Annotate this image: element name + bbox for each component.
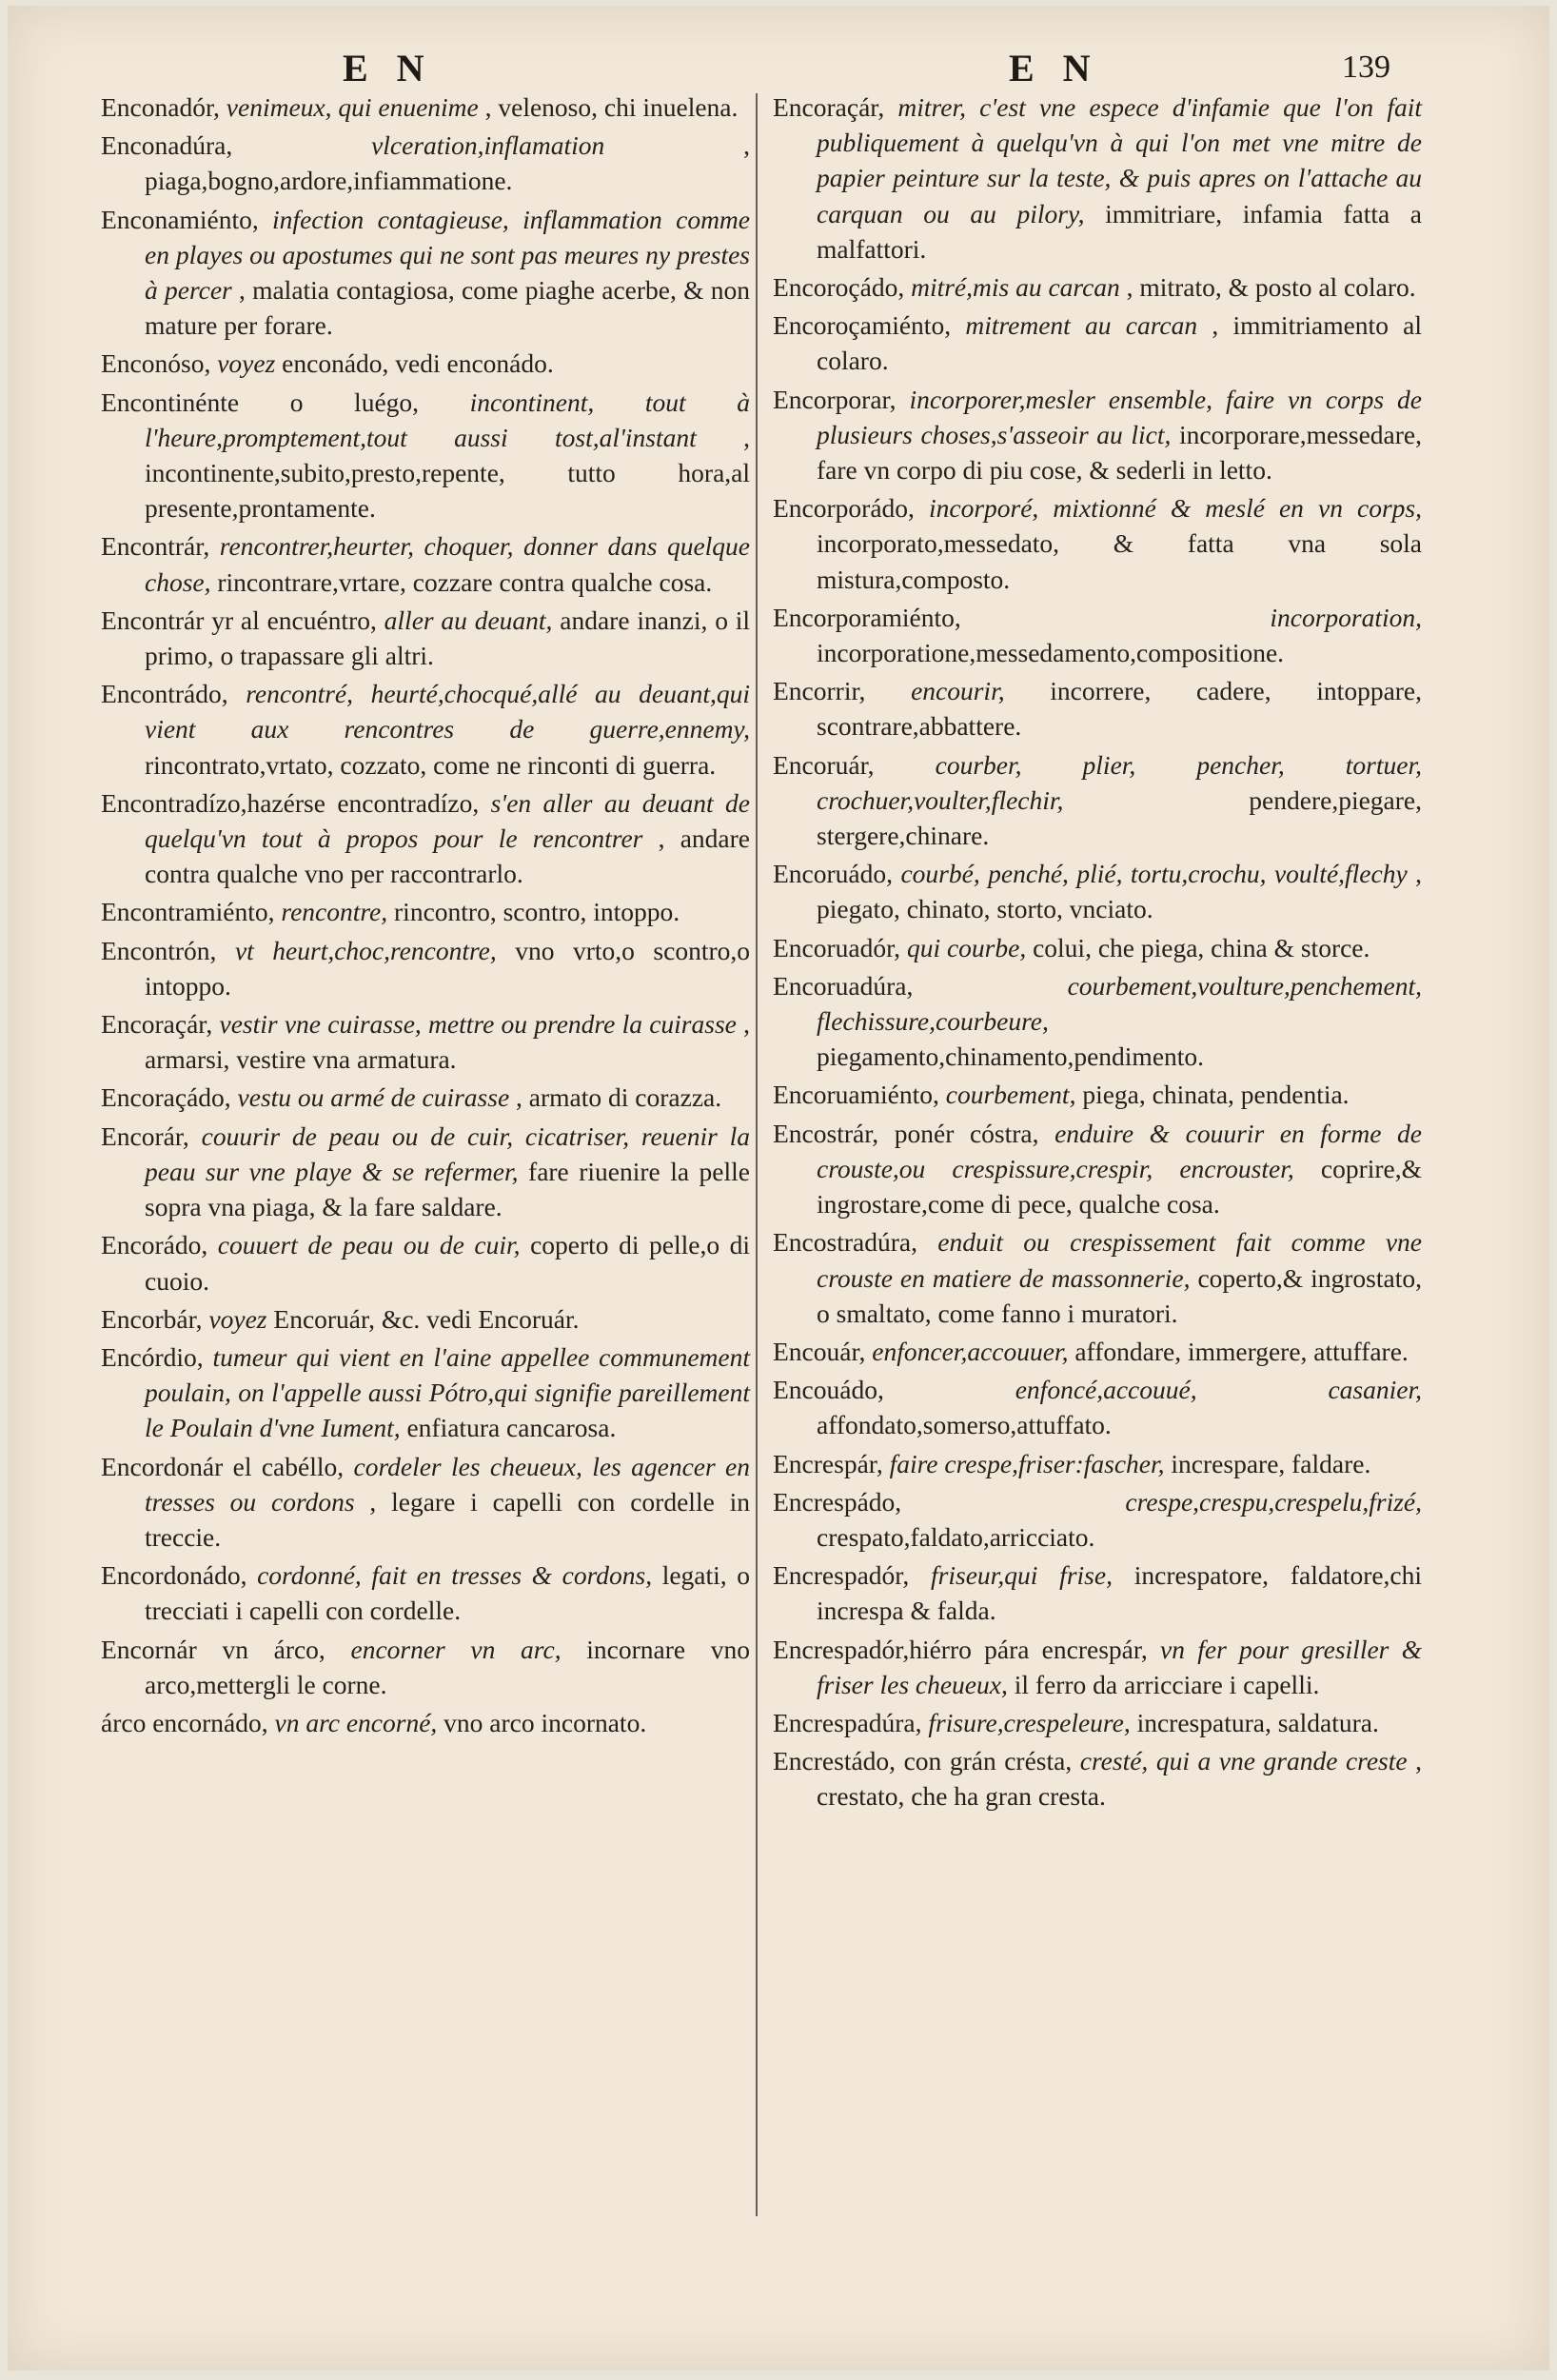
- entry-headword: Encouár,: [773, 1336, 866, 1366]
- entry-french-gloss: couurir de peau ou de cuir, cicatriser, reuenir la peau sur vne playe & se refermer,: [145, 1121, 750, 1186]
- dictionary-entry: [773, 1632, 1422, 1702]
- entry-headword: Encostrár, ponér cóstra,: [773, 1118, 1039, 1148]
- entry-headword: Enconadúra,: [101, 130, 233, 161]
- page-number: 139: [1342, 50, 1390, 85]
- dictionary-entry: [773, 968, 1422, 1075]
- entry-headword: Encontrár yr al encuéntro,: [101, 605, 377, 635]
- entry-italian-gloss: , velenoso, chi inuelena.: [484, 92, 739, 122]
- entry-french-gloss: venimeux, qui enuenime: [226, 92, 479, 122]
- dictionary-entry: [773, 1224, 1422, 1331]
- entry-french-gloss: mitré,mis au carcan: [911, 272, 1120, 303]
- dictionary-entry: [101, 676, 750, 783]
- entry-headword: Encontinénte o luégo,: [101, 387, 420, 417]
- dictionary-entry: [101, 1119, 750, 1225]
- entry-italian-gloss: , malatia contagiosa, come piaghe acerbe, & non mature per forare.: [145, 275, 750, 341]
- dictionary-entry: [773, 747, 1422, 854]
- entry-headword: Encoraçár,: [773, 92, 885, 122]
- entry-italian-gloss: piega, chinata, pendentia.: [1082, 1080, 1350, 1110]
- dictionary-entry: [773, 1334, 1422, 1369]
- dictionary-entry: [101, 1632, 750, 1702]
- entry-french-gloss: cordeler les cheueux, les agencer en tresses ou cordons: [145, 1451, 750, 1517]
- dictionary-entry: [101, 1449, 750, 1556]
- dictionary-entry: [101, 1301, 750, 1337]
- entry-french-gloss: voyez: [217, 348, 276, 379]
- entry-italian-gloss: enconádo, vedi enconádo.: [282, 348, 554, 379]
- entry-french-gloss: incontinent, tout à l'heure,promptement,tout aussi tost,al'instant: [145, 387, 750, 452]
- entry-french-gloss: vn fer pour gresiller & friser les cheueux,: [817, 1634, 1423, 1699]
- dictionary-entry: [101, 385, 750, 526]
- left-column: [101, 89, 750, 1743]
- dictionary-entry: [773, 1557, 1422, 1628]
- entry-headword: Enconamiénto,: [101, 204, 259, 234]
- entry-italian-gloss: vno arco incornato.: [443, 1707, 647, 1737]
- entry-french-gloss: rencontré, heurté,chocqué,allé au deuant,qui vient aux rencontres de guerre,ennemy,: [145, 679, 750, 744]
- entry-headword: Encorár,: [101, 1121, 189, 1151]
- entry-headword: Encordonár el cabéllo,: [101, 1451, 345, 1481]
- dictionary-entry: [773, 269, 1422, 305]
- entry-headword: Encórdio,: [101, 1341, 204, 1372]
- dictionary-entry: [101, 89, 750, 125]
- entry-french-gloss: cordonné, fait en tresses & cordons,: [257, 1560, 653, 1591]
- entry-headword: Encostradúra,: [773, 1227, 917, 1258]
- dictionary-entry: [101, 1557, 750, 1628]
- dictionary-entry: [101, 128, 750, 198]
- entry-italian-gloss: , armarsi, vestire vna armatura.: [145, 1009, 751, 1075]
- entry-headword: Encrespádo,: [773, 1486, 902, 1517]
- entry-headword: Encrespadúra,: [773, 1707, 922, 1737]
- entry-italian-gloss: immitriare, infamia fatta a malfattori.: [817, 198, 1423, 264]
- entry-french-gloss: vestu ou armé de cuirasse: [237, 1082, 510, 1113]
- dictionary-entry: [773, 89, 1422, 267]
- entry-headword: Encoroçádo,: [773, 272, 905, 303]
- entry-italian-gloss: increspatore, faldatore,chi increspa & falda.: [817, 1560, 1423, 1626]
- entry-headword: Encoruadór,: [773, 932, 901, 962]
- dictionary-entry: [773, 930, 1422, 965]
- entry-headword: Encordonádo,: [101, 1560, 247, 1591]
- right-column: [773, 89, 1422, 1817]
- entry-italian-gloss: rincontrato,vrtato, cozzato, come ne rinconti di guerra.: [145, 749, 717, 780]
- dictionary-entry: [101, 1006, 750, 1077]
- dictionary-entry: [101, 1080, 750, 1115]
- entry-french-gloss: voyez: [208, 1303, 267, 1334]
- entry-headword: Enconóso,: [101, 348, 211, 379]
- entry-headword: Encorporar,: [773, 384, 897, 414]
- entry-italian-gloss: incorporato,messedato, & fatta vna sola mistura,composto.: [817, 528, 1422, 594]
- entry-italian-gloss: , piegato, chinato, storto, vnciato.: [817, 859, 1423, 924]
- entry-headword: Encornár vn árco,: [101, 1634, 325, 1664]
- entry-italian-gloss: vno vrto,o scontro,o intoppo.: [145, 935, 750, 1001]
- entry-french-gloss: infection contagieuse, inflammation comme en playes ou apostumes qui ne sont pas meures ny prestes à percer: [145, 204, 750, 306]
- entry-italian-gloss: , andare contra qualche vno per raccontrarlo.: [145, 823, 750, 889]
- entry-italian-gloss: incorporatione,messedamento,compositione.: [817, 638, 1285, 668]
- entry-italian-gloss: , legare i capelli con cordelle in treccie.: [145, 1486, 751, 1552]
- entry-italian-gloss: rincontrare,vrtare, cozzare contra qualche cosa.: [217, 566, 713, 597]
- entry-italian-gloss: increspare, faldare.: [1171, 1448, 1371, 1478]
- entry-italian-gloss: incornare vno arco,mettergli le corne.: [145, 1634, 750, 1699]
- dictionary-entry: [101, 933, 750, 1003]
- entry-headword: Encoraçár,: [101, 1009, 213, 1040]
- dictionary-entry: [773, 1077, 1422, 1112]
- entry-french-gloss: mitrement au carcan: [965, 310, 1198, 341]
- entry-french-gloss: enduire & couurir en forme de crouste,ou crespissure,crespir, encrouster,: [817, 1118, 1422, 1183]
- entry-headword: árco encornádo,: [101, 1707, 268, 1737]
- entry-italian-gloss: andare inanzi, o il primo, o trapassare gli altri.: [145, 605, 751, 671]
- entry-headword: Encouádo,: [773, 1375, 884, 1405]
- entry-french-gloss: rencontrer,heurter, choquer, donner dans quelque chose,: [145, 531, 750, 597]
- entry-headword: Encoruádo,: [773, 859, 893, 889]
- entry-headword: Encrespadór,: [773, 1560, 910, 1591]
- entry-french-gloss: incorporer,mesler ensemble, faire vn corps de plusieurs choses,s'asseoir au lict,: [817, 384, 1423, 449]
- entry-french-gloss: couuert de peau ou de cuir,: [217, 1230, 521, 1260]
- entry-french-gloss: vn arc encorné,: [274, 1707, 438, 1737]
- dictionary-entry: [101, 603, 750, 673]
- entry-italian-gloss: , armato di corazza.: [516, 1082, 722, 1113]
- entry-french-gloss: qui courbe,: [906, 932, 1027, 962]
- entry-french-gloss: tumeur qui vient en l'aine appellee communement poulain, on l'appelle aussi Pótro,qui signifie pareillement le Poulain d'vne Iument,: [145, 1341, 750, 1443]
- entry-french-gloss: incorporé, mixtionné & meslé en vn corps,: [928, 493, 1422, 524]
- dictionary-entry: [101, 1705, 750, 1740]
- entry-italian-gloss: affondare, immergere, attuffare.: [1074, 1336, 1409, 1366]
- entry-italian-gloss: affondato,somerso,attuffato.: [817, 1410, 1112, 1440]
- dictionary-entry: [773, 1116, 1422, 1222]
- entry-headword: Encorbár,: [101, 1303, 203, 1334]
- entry-italian-gloss: piegamento,chinamento,pendimento.: [817, 1041, 1205, 1072]
- entry-headword: Encorádo,: [101, 1230, 208, 1260]
- dictionary-entry: [101, 346, 750, 381]
- entry-french-gloss: faire crespe,friser:fascher,: [889, 1448, 1165, 1478]
- entry-headword: Encontramiénto,: [101, 897, 275, 927]
- entry-headword: Enconadór,: [101, 92, 220, 122]
- entry-headword: Encoruamiénto,: [773, 1080, 939, 1110]
- entry-italian-gloss: , crestato, che ha gran cresta.: [817, 1746, 1423, 1812]
- entry-headword: Encorporamiénto,: [773, 602, 961, 632]
- entry-italian-gloss: , immitriamento al colaro.: [817, 310, 1423, 376]
- entry-italian-gloss: crespato,faldato,arricciato.: [817, 1521, 1095, 1552]
- entry-italian-gloss: , piaga,bogno,ardore,infiammatione.: [145, 130, 751, 196]
- entry-headword: Encoroçamiénto,: [773, 310, 952, 341]
- entry-italian-gloss: increspatura, saldatura.: [1136, 1707, 1379, 1737]
- entry-french-gloss: vestir vne cuirasse, mettre ou prendre la cuirasse: [219, 1009, 737, 1040]
- entry-french-gloss: friseur,qui frise,: [931, 1560, 1113, 1591]
- dictionary-entry: [101, 1339, 750, 1446]
- entry-headword: Encontrár,: [101, 531, 210, 562]
- dictionary-page: [8, 6, 1549, 2370]
- dictionary-entry: [101, 202, 750, 344]
- entry-french-gloss: rencontre,: [281, 897, 388, 927]
- dictionary-entry: [773, 1743, 1422, 1814]
- entry-french-gloss: mitrer, c'est vne espece d'infamie que l'on fait publiquement à quelqu'vn à qui l'on met vne mitre de papier peinture sur la teste, & puis apres on l'attache au carquan ou au pilory,: [817, 92, 1422, 228]
- column-divider: [756, 93, 758, 2216]
- entry-french-gloss: incorporation,: [1270, 602, 1422, 632]
- entry-french-gloss: encorner vn arc,: [350, 1634, 562, 1664]
- entry-french-gloss: frisure,crespeleure,: [928, 1707, 1131, 1737]
- dictionary-entry: [101, 528, 750, 599]
- entry-headword: Encrespár,: [773, 1448, 883, 1478]
- entry-headword: Encorrir,: [773, 676, 866, 706]
- entry-headword: Encrestádo, con grán crésta,: [773, 1746, 1073, 1776]
- dictionary-entry: [773, 1446, 1422, 1481]
- dictionary-entry: [773, 1484, 1422, 1555]
- entry-headword: Encontrón,: [101, 935, 217, 965]
- dictionary-entry: [773, 856, 1422, 926]
- entry-french-gloss: courbement,: [945, 1080, 1076, 1110]
- dictionary-entry: [773, 600, 1422, 670]
- entry-headword: Encontradízo,hazérse encontradízo,: [101, 787, 480, 818]
- dictionary-entry: [773, 382, 1422, 488]
- dictionary-entry: [101, 1227, 750, 1298]
- entry-french-gloss: courbé, penché, plié, tortu,crochu, voulté,flechy: [900, 859, 1408, 889]
- entry-french-gloss: aller au deuant,: [384, 605, 553, 635]
- entry-italian-gloss: coperto,& ingrostato, o smaltato, come fanno i muratori.: [817, 1262, 1423, 1328]
- entry-italian-gloss: enfiatura cancarosa.: [406, 1413, 617, 1443]
- entry-italian-gloss: , incontinente,subito,presto,repente, tutto hora,al presente,prontamente.: [145, 422, 750, 524]
- running-head-right: E N: [1009, 47, 1100, 89]
- entry-headword: Encrespadór,hiérro pára encrespár,: [773, 1634, 1148, 1664]
- entry-italian-gloss: coprire,& ingrostare,come di pece, qualche cosa.: [817, 1153, 1423, 1220]
- dictionary-entry: [773, 307, 1422, 378]
- entry-french-gloss: enduit ou crespissement fait comme vne crouste en matiere de massonnerie,: [817, 1227, 1423, 1293]
- dictionary-entry: [773, 673, 1422, 744]
- entry-french-gloss: s'en aller au deuant de quelqu'vn tout à propos pour le rencontrer: [145, 787, 750, 854]
- entry-french-gloss: vt heurt,choc,rencontre,: [234, 935, 497, 965]
- entry-headword: Encoruár,: [773, 749, 875, 780]
- entry-french-gloss: vlceration,inflamation: [371, 130, 605, 161]
- entry-italian-gloss: Encoruár, &c. vedi Encoruár.: [273, 1303, 580, 1334]
- entry-italian-gloss: colui, che piega, china & storce.: [1033, 932, 1370, 962]
- entry-italian-gloss: rincontro, scontro, intoppo.: [394, 897, 680, 927]
- dictionary-entry: [773, 1372, 1422, 1442]
- entry-italian-gloss: coperto di pelle,o di cuoio.: [145, 1230, 751, 1296]
- entry-french-gloss: enfoncer,accouuer,: [872, 1336, 1069, 1366]
- dictionary-entry: [101, 785, 750, 892]
- entry-headword: Encoraçádo,: [101, 1082, 231, 1113]
- entry-french-gloss: enfoncé,accouué, casanier,: [1015, 1375, 1422, 1405]
- entry-italian-gloss: fare riuenire la pelle sopra vna piaga, & la fare saldare.: [145, 1156, 750, 1222]
- entry-italian-gloss: incorporare,messedare, fare vn corpo di piu cose, & sederli in letto.: [817, 419, 1422, 486]
- entry-italian-gloss: pendere,piegare, stergere,chinare.: [817, 784, 1422, 851]
- entry-italian-gloss: , mitrato, & posto al colaro.: [1126, 272, 1416, 303]
- running-head-left: E N: [343, 47, 434, 89]
- dictionary-entry: [773, 1705, 1422, 1740]
- entry-french-gloss: cresté, qui a vne grande creste: [1079, 1746, 1408, 1776]
- entry-headword: Encontrádo,: [101, 679, 228, 709]
- entry-italian-gloss: legati, o trecciati i capelli con cordelle.: [145, 1560, 750, 1626]
- entry-headword: Encoruadúra,: [773, 970, 914, 1001]
- dictionary-entry: [773, 490, 1422, 597]
- entry-french-gloss: courber, plier, pencher, tortuer, crochuer,voulter,flechir,: [817, 749, 1422, 815]
- entry-italian-gloss: il ferro da arricciare i capelli.: [1014, 1669, 1320, 1699]
- entry-french-gloss: crespe,crespu,crespelu,frizé,: [1125, 1486, 1422, 1517]
- dictionary-entry: [101, 894, 750, 929]
- entry-french-gloss: encourir,: [911, 676, 1005, 706]
- entry-italian-gloss: incorrere, cadere, intoppare, scontrare,abbattere.: [817, 676, 1423, 742]
- entry-french-gloss: courbement,voulture,penchement, flechissure,courbeure,: [817, 970, 1422, 1037]
- entry-headword: Encorporádo,: [773, 493, 915, 524]
